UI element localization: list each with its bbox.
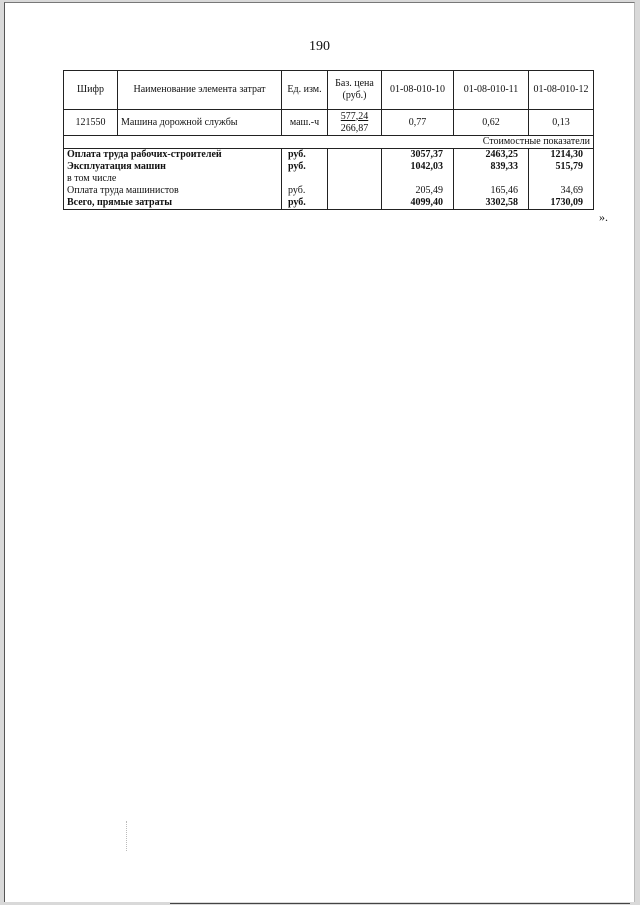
- summary-base-price: [328, 161, 382, 173]
- resource-unit: маш.-ч: [282, 110, 328, 136]
- resource-base-price: [328, 110, 382, 136]
- summary-row: [64, 149, 594, 162]
- summary-col3: [529, 173, 594, 185]
- summary-col2: 839,33: [454, 161, 529, 173]
- summary-row: [64, 173, 594, 185]
- summary-base-price: [328, 149, 382, 162]
- page-number: 190: [309, 39, 330, 54]
- summary-unit: [282, 173, 328, 185]
- closing-quote: ».: [599, 210, 608, 224]
- cost-section-title: Стоимостные показатели: [64, 136, 594, 149]
- summary-base-price: [328, 197, 382, 210]
- header-col3: 01-08-010-12: [529, 71, 594, 110]
- table-header-row: [64, 71, 594, 110]
- summary-col1: 1042,03: [382, 161, 454, 173]
- header-col1: 01-08-010-10: [382, 71, 454, 110]
- summary-label: Всего, прямые затраты: [64, 197, 282, 210]
- resource-col2: 0,62: [454, 110, 529, 136]
- base-price-bottom: 266,87: [340, 122, 369, 134]
- summary-col3: 1730,09: [529, 197, 594, 210]
- document-page: [4, 2, 635, 902]
- cost-section-row: [64, 136, 594, 149]
- summary-row: [64, 161, 594, 173]
- header-col2: 01-08-010-11: [454, 71, 529, 110]
- page-bottom-edge: [170, 903, 630, 904]
- summary-col3: 1214,30: [529, 149, 594, 162]
- summary-col2: 2463,25: [454, 149, 529, 162]
- summary-label: Оплата труда машинистов: [64, 185, 282, 197]
- scan-artifact: [126, 821, 128, 851]
- summary-col3: 515,79: [529, 161, 594, 173]
- summary-base-price: [328, 173, 382, 185]
- summary-col1: 4099,40: [382, 197, 454, 210]
- summary-label: Оплата труда рабочих-строителей: [64, 149, 282, 162]
- cost-table: [63, 70, 594, 210]
- header-base-price: Баз. цена (руб.): [328, 71, 382, 110]
- summary-label: Эксплуатация машин: [64, 161, 282, 173]
- summary-col1: 205,49: [382, 185, 454, 197]
- resource-name: Машина дорожной службы: [118, 110, 282, 136]
- resource-col1: 0,77: [382, 110, 454, 136]
- base-price-top: 577,24: [340, 110, 369, 122]
- summary-col3: 34,69: [529, 185, 594, 197]
- summary-row: [64, 197, 594, 210]
- resource-col3: 0,13: [529, 110, 594, 136]
- summary-unit: руб.: [282, 149, 328, 162]
- summary-col1: 3057,37: [382, 149, 454, 162]
- summary-col1: [382, 173, 454, 185]
- summary-unit: руб.: [282, 161, 328, 173]
- header-code: Шифр: [64, 71, 118, 110]
- resource-row: [64, 110, 594, 136]
- header-name: Наименование элемента затрат: [118, 71, 282, 110]
- summary-unit: руб.: [282, 197, 328, 210]
- summary-col2: 165,46: [454, 185, 529, 197]
- summary-label: в том числе: [64, 173, 282, 185]
- resource-code: 121550: [64, 110, 118, 136]
- summary-base-price: [328, 185, 382, 197]
- summary-unit: руб.: [282, 185, 328, 197]
- summary-row: [64, 185, 594, 197]
- header-unit: Ед. изм.: [282, 71, 328, 110]
- summary-col2: [454, 173, 529, 185]
- summary-col2: 3302,58: [454, 197, 529, 210]
